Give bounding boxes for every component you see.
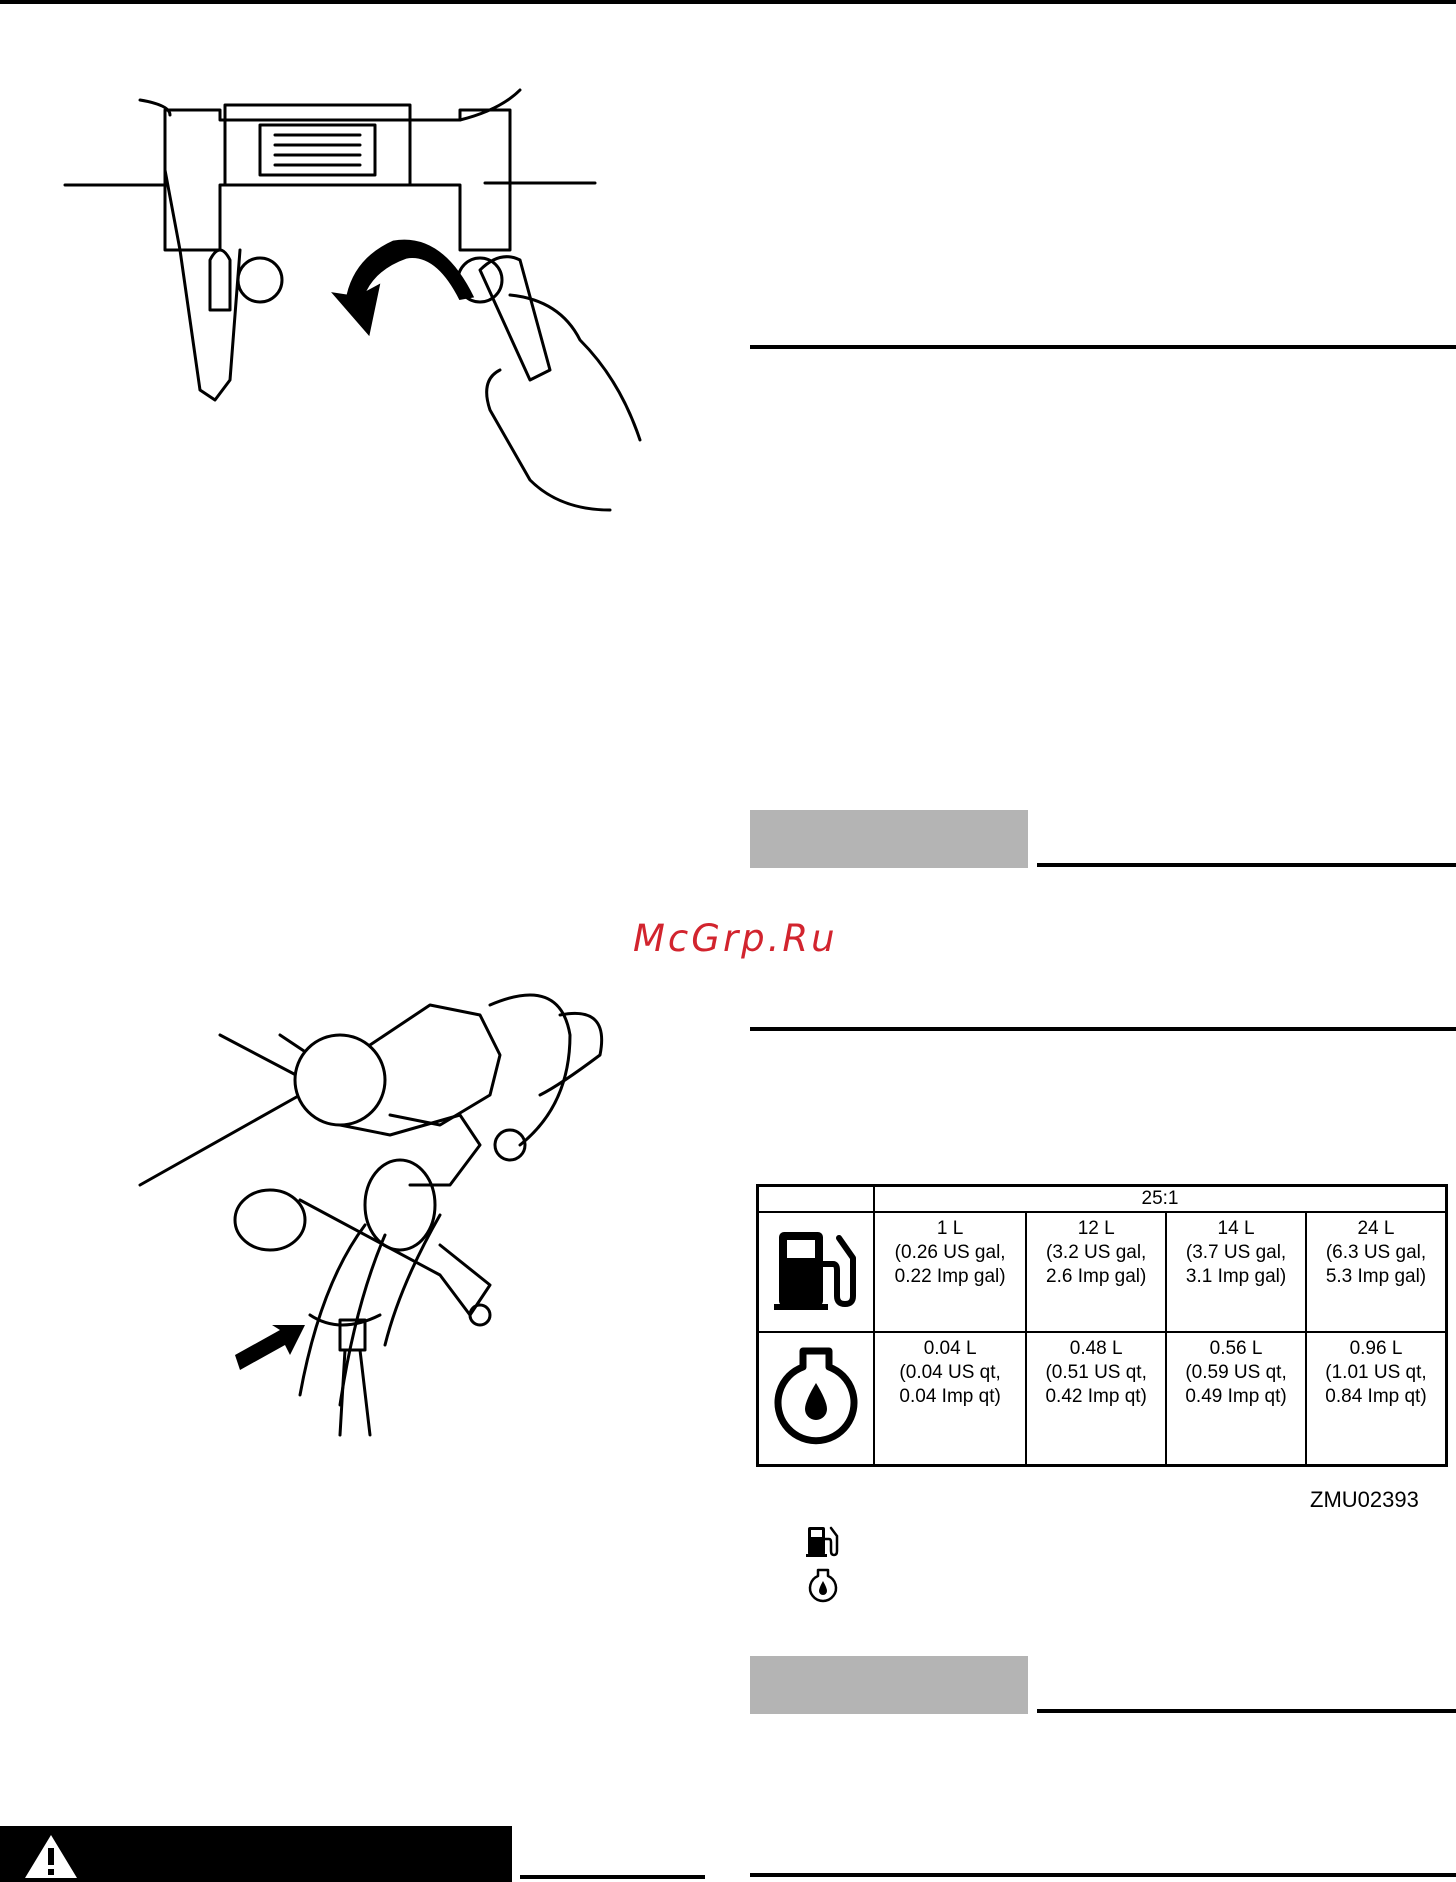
fuel-pump-icon bbox=[758, 1212, 875, 1332]
oil-drop-legend-icon bbox=[808, 1568, 838, 1604]
mixing-ratio-table bbox=[756, 1184, 1448, 1467]
fuel-liters: 1 L bbox=[936, 1218, 964, 1239]
oil-imp-qt: 0.49 Imp qt) bbox=[1185, 1386, 1287, 1408]
oil-cell bbox=[1166, 1332, 1306, 1465]
oil-us-qt: (0.04 US qt, bbox=[899, 1362, 1001, 1384]
fuel-liters: 12 L bbox=[1077, 1218, 1115, 1239]
fuel-us-gal: (0.26 US gal, bbox=[894, 1242, 1006, 1263]
oil-us-qt: (1.01 US qt, bbox=[1325, 1362, 1427, 1384]
heading-underline bbox=[1037, 863, 1456, 867]
fuel-cell bbox=[1166, 1212, 1306, 1332]
warning-underline bbox=[520, 1875, 705, 1879]
oil-liters: 0.04 L bbox=[923, 1338, 977, 1360]
fuel-cell bbox=[1026, 1212, 1166, 1332]
oil-drop-icon bbox=[758, 1332, 875, 1465]
fuel-pump-legend-icon bbox=[804, 1524, 840, 1560]
oil-imp-qt: 0.42 Imp qt) bbox=[1045, 1386, 1147, 1408]
fuel-imp-gal: 5.3 Imp gal) bbox=[1325, 1266, 1427, 1287]
figure-code: ZMU02393 bbox=[1310, 1487, 1419, 1512]
section-rule bbox=[750, 1873, 1456, 1877]
fuel-cell bbox=[1306, 1212, 1447, 1332]
heading-box bbox=[750, 1656, 1028, 1714]
stop-switch-lanyard-illustration bbox=[140, 985, 620, 1445]
fuel-imp-gal: 2.6 Imp gal) bbox=[1046, 1266, 1147, 1287]
oil-us-qt: (0.51 US qt, bbox=[1045, 1362, 1147, 1384]
fuel-us-gal: (3.7 US gal, bbox=[1185, 1242, 1287, 1263]
warning-header-bar bbox=[0, 1826, 512, 1882]
mixing-ratio: 25:1 bbox=[874, 1186, 1447, 1213]
oil-us-qt: (0.59 US qt, bbox=[1185, 1362, 1287, 1384]
top-rule bbox=[0, 0, 1456, 4]
section-rule bbox=[750, 345, 1456, 349]
oil-cell bbox=[1306, 1332, 1447, 1465]
table-corner-cell bbox=[758, 1186, 875, 1213]
fuel-cell bbox=[874, 1212, 1026, 1332]
oil-liters: 0.96 L bbox=[1349, 1338, 1403, 1360]
oil-imp-qt: 0.84 Imp qt) bbox=[1325, 1386, 1427, 1408]
oil-liters: 0.48 L bbox=[1069, 1338, 1123, 1360]
oil-liters: 0.56 L bbox=[1209, 1338, 1263, 1360]
watermark: McGrp.Ru bbox=[633, 917, 838, 960]
fuel-liters: 14 L bbox=[1217, 1218, 1255, 1239]
heading-underline bbox=[1037, 1709, 1456, 1713]
fuel-us-gal: (6.3 US gal, bbox=[1325, 1242, 1427, 1263]
heading-box bbox=[750, 810, 1028, 868]
warning-triangle-icon bbox=[22, 1832, 80, 1880]
fuel-liters: 24 L bbox=[1357, 1218, 1395, 1239]
oil-imp-qt: 0.04 Imp qt) bbox=[899, 1386, 1001, 1408]
oil-cell bbox=[874, 1332, 1026, 1465]
fuel-imp-gal: 3.1 Imp gal) bbox=[1185, 1266, 1287, 1287]
fuel-us-gal: (3.2 US gal, bbox=[1046, 1242, 1147, 1263]
clamp-lever-illustration bbox=[60, 80, 660, 520]
fuel-imp-gal: 0.22 Imp gal) bbox=[894, 1266, 1006, 1287]
oil-cell bbox=[1026, 1332, 1166, 1465]
section-rule bbox=[750, 1027, 1456, 1031]
